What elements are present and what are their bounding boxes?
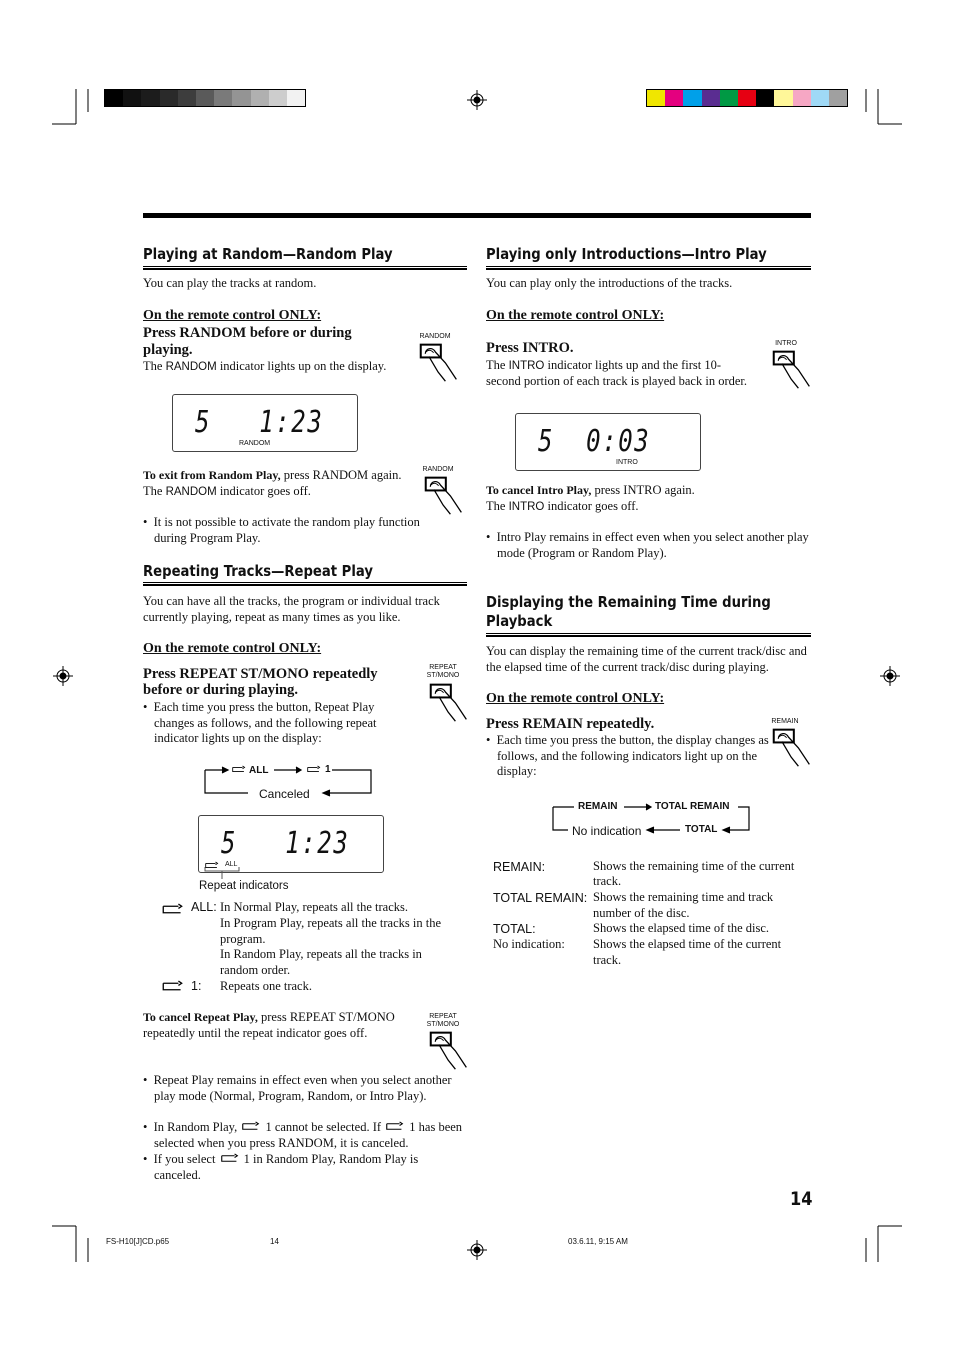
intro-desc-l1: The INTRO indicator lights up and the first 10-: [486, 358, 722, 372]
intro-cancel: To cancel Intro Play, press INTRO again.: [486, 483, 695, 497]
registration-mark-top: [467, 90, 487, 110]
page-number: 14: [790, 1188, 813, 1210]
def-term-3: No indication:: [493, 937, 565, 951]
repeat-indicator-bracket: [203, 867, 243, 881]
cycle-all-label: ALL: [249, 765, 269, 776]
cycle-total-remain-label: TOTAL REMAIN: [655, 801, 730, 812]
registration-mark-bottom: [467, 1240, 487, 1260]
intro-desc-l2: second portion of each track is played back in order.: [486, 374, 748, 388]
repeat-all-desc-3: In Random Play, repeats all the tracks in random order.: [220, 947, 422, 977]
top-rule: [143, 213, 811, 218]
def-desc-2-1: Shows the elapsed time of the disc.: [593, 921, 770, 935]
intro-title: Playing only Introductions—Intro Play: [486, 245, 767, 263]
intro-title-rule: [486, 266, 811, 270]
repeat-desc: • Each time you press the button, Repeat Play changes as follows, and the following repeat indicator lights up on the display:: [143, 700, 377, 745]
repeat-lcd: [198, 815, 384, 873]
registration-mark-right: [880, 666, 900, 686]
remain-title-l1: Displaying the Remaining Time during: [486, 593, 771, 611]
intro-lcd-indicator: INTRO: [616, 459, 638, 466]
random-lcd-digits: 5 1:23: [195, 405, 324, 440]
repeat-all-desc-1: In Normal Play, repeats all the tracks.: [220, 900, 409, 914]
random-button-label: RANDOM: [419, 333, 451, 340]
repeat-one-inline-icon-2: [384, 1121, 406, 1132]
remain-title-l2: Playback: [486, 612, 553, 630]
random-lcd: [172, 394, 358, 452]
repeat-intro: You can have all the tracks, the program or individual track currently playing, repeat as many times as you like.: [143, 594, 440, 624]
def-desc-1-2: number of the disc.: [593, 906, 690, 920]
cycle-no-indication-label: No indication: [572, 824, 642, 838]
intro-lcd-digits: 5 0:03: [538, 424, 651, 459]
repeat-cancel-label-2: ST/MONO: [426, 1021, 460, 1028]
repeat-title: Repeating Tracks—Repeat Play: [143, 562, 373, 580]
remain-desc: • Each time you press the button, the display changes as follows, and the following indicators light up on the display:: [486, 733, 769, 778]
repeat-one-icon: [308, 766, 320, 772]
random-press-l1: Press RANDOM before or during: [143, 325, 352, 341]
repeat-all-symbol-icon: [162, 903, 184, 916]
repeat-all-icon: [233, 766, 245, 772]
random-exit-l2: The RANDOM indicator goes off.: [143, 484, 311, 498]
repeat-press-l1: Press REPEAT ST/MONO repeatedly: [143, 666, 378, 682]
cycle-one-label: 1: [325, 764, 331, 775]
repeat-indicators-label: Repeat indicators: [199, 880, 289, 892]
intro-remote-only: On the remote control ONLY:: [486, 308, 665, 323]
intro-button-label: INTRO: [775, 340, 797, 347]
intro-intro: You can play only the introductions of the tracks.: [486, 276, 733, 290]
intro-note: • Intro Play remains in effect even when you select another play mode (Program or Random Play).: [486, 530, 809, 560]
repeat-button-icon: [428, 681, 470, 723]
remain-title-rule: [486, 633, 811, 637]
repeat-title-rule: [143, 582, 467, 586]
def-desc-0-2: track.: [593, 874, 622, 888]
random-indicator-line: The RANDOM indicator lights up on the display.: [143, 359, 387, 373]
remain-button-icon: [771, 726, 813, 768]
random-exit-button-label: RANDOM: [422, 466, 454, 473]
random-note: • It is not possible to activate the random play function during Program Play.: [143, 515, 420, 545]
repeat-button-label-2: ST/MONO: [426, 672, 460, 679]
repeat-lcd-digits: 5 1:23: [221, 826, 350, 861]
remain-press: Press REMAIN repeatedly.: [486, 716, 655, 732]
repeat-button-label-1: REPEAT: [429, 664, 457, 671]
cycle-total-label: TOTAL: [685, 824, 718, 835]
def-desc-0-1: Shows the remaining time of the current: [593, 859, 795, 873]
repeat-cancel-button-icon: [428, 1029, 470, 1071]
random-remote-only: On the remote control ONLY:: [143, 308, 322, 323]
def-term-0: REMAIN:: [493, 860, 546, 874]
random-exit-button-icon: [423, 474, 465, 516]
repeat-one-term: 1:: [191, 979, 202, 993]
random-exit: To exit from Random Play, press RANDOM again.: [143, 468, 402, 482]
def-term-1: TOTAL REMAIN:: [493, 891, 588, 905]
repeat-note-1: • Repeat Play remains in effect even when you select another play mode (Normal, Program, Random, or Intro Play).: [143, 1073, 452, 1103]
remain-intro: You can display the remaining time of the current track/disc and the elapsed time of the current track/disc during playing.: [486, 644, 807, 674]
random-intro: You can play the tracks at random.: [143, 276, 317, 290]
repeat-remote-only: On the remote control ONLY:: [143, 641, 322, 656]
footer-page: 14: [270, 1237, 279, 1246]
repeat-cancel-label-1: REPEAT: [429, 1013, 457, 1020]
def-desc-3-2: track.: [593, 953, 622, 967]
intro-press: Press INTRO.: [486, 340, 574, 356]
remain-button-label: REMAIN: [771, 718, 799, 725]
def-desc-3-1: Shows the elapsed time of the current: [593, 937, 782, 951]
random-title: Playing at Random—Random Play: [143, 245, 393, 263]
repeat-lcd-indicator: ALL: [225, 861, 238, 868]
repeat-cancel: To cancel Repeat Play, press REPEAT ST/MONO repeatedly until the repeat indicator goes off.: [143, 1010, 395, 1040]
intro-button-icon: [771, 348, 813, 390]
random-title-rule: [143, 266, 467, 270]
repeat-all-desc-2: In Program Play, repeats all the tracks in the program.: [220, 916, 441, 946]
repeat-one-desc: Repeats one track.: [220, 979, 312, 993]
def-desc-1-1: Shows the remaining time and track: [593, 890, 774, 904]
intro-lcd: [515, 413, 701, 471]
repeat-all-term: ALL:: [191, 900, 217, 914]
repeat-one-inline-icon-3: [219, 1153, 241, 1164]
footer-timestamp: 03.6.11, 9:15 AM: [568, 1237, 628, 1246]
repeat-press-l2: before or during playing.: [143, 682, 298, 698]
cycle-canceled-label: Canceled: [259, 787, 310, 801]
remain-remote-only: On the remote control ONLY:: [486, 691, 665, 706]
footer-file: FS-H10[J]CD.p65: [106, 1237, 170, 1246]
intro-cancel-l2: The INTRO indicator goes off.: [486, 499, 639, 513]
def-term-2: TOTAL:: [493, 922, 536, 936]
repeat-note-3: • If you select 1 in Random Play, Random Play is canceled.: [143, 1152, 419, 1182]
random-lcd-indicator: RANDOM: [239, 440, 271, 447]
random-button-icon: [418, 341, 460, 383]
repeat-note-2: • In Random Play, 1 cannot be selected. If 1 has been selected when you press RANDOM, it is canceled.: [143, 1120, 463, 1150]
cycle-remain-label: REMAIN: [578, 801, 618, 812]
registration-mark-left: [53, 666, 73, 686]
repeat-one-symbol-icon: [162, 980, 184, 993]
random-press-l2: playing.: [143, 342, 193, 358]
repeat-one-inline-icon: [240, 1121, 262, 1132]
